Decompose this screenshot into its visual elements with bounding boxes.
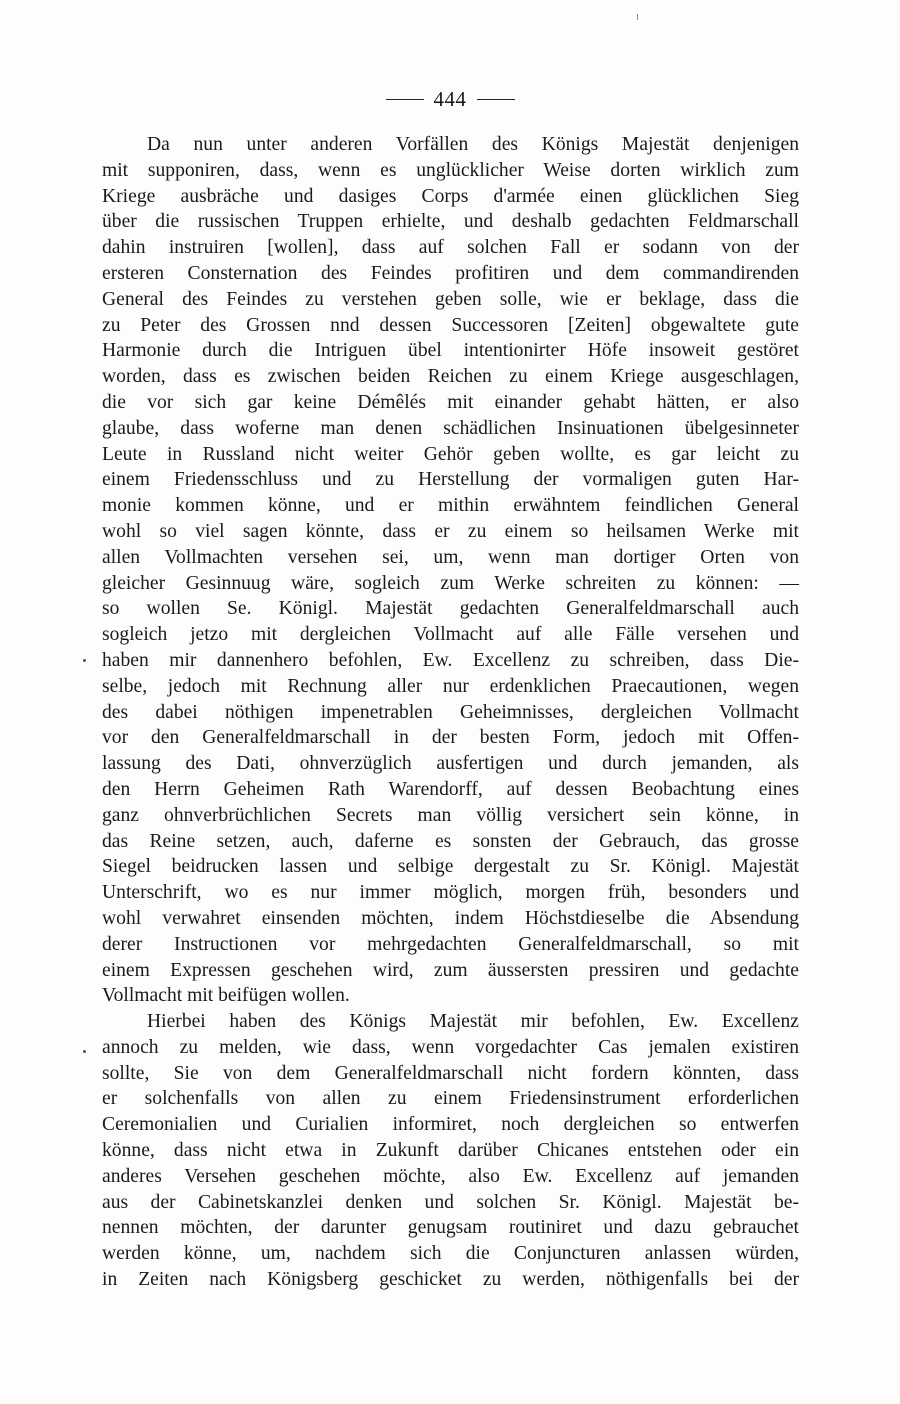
- text-line: des dabei nöthigen impenetrablen Geheimnisses, dergleichen Vollmacht: [102, 701, 799, 723]
- text-line: den Herrn Geheimen Rath Warendorff, auf dessen Beobachtung eines: [102, 778, 799, 800]
- text-line: ersteren Consternation des Feindes profitiren und dem commandirenden: [102, 262, 799, 284]
- text-line: gleicher Gesinnuug wäre, sogleich zum Werke schreiten zu können: —: [102, 572, 799, 594]
- text-line: so wollen Se. Königl. Majestät gedachten Generalfeldmarschall auch: [102, 598, 799, 620]
- text-line: er solchenfalls von allen zu einem Friedensinstrument erforderlichen: [102, 1088, 799, 1110]
- text-line: General des Feindes zu verstehen geben solle, wie er beklage, dass die: [102, 288, 799, 310]
- text-line: Hierbei haben des Königs Majestät mir befohlen, Ew. Excellenz: [147, 1011, 799, 1033]
- text-line: Harmonie durch die Intriguen übel intentionirter Höfe insoweit gestöret: [102, 340, 799, 362]
- text-line: glaube, dass woferne man denen schädlichen Insinuationen übelgesinneter: [102, 417, 799, 439]
- text-line: könne, dass nicht etwa in Zukunft darüber Chicanes entstehen oder ein: [102, 1140, 799, 1162]
- text-line: Ceremonialien und Curialien informiret, noch dergleichen so entwerfen: [102, 1114, 799, 1136]
- text-line: aus der Cabinetskanzlei denken und solchen Sr. Königl. Majestät be-: [102, 1191, 799, 1213]
- text-line: Leute in Russland nicht weiter Gehör geben wollte, es gar leicht zu: [102, 443, 799, 465]
- text-line: zu Peter des Grossen nnd dessen Successoren [Zeiten] obgewaltete gute: [102, 314, 799, 336]
- header-rule-right: [477, 99, 515, 100]
- scan-mark: [637, 14, 638, 20]
- text-line: einem Friedensschluss und zu Herstellung der vormaligen guten Har-: [102, 469, 799, 491]
- text-line: lassung des Dati, ohnverzüglich ausfertigen und durch jemanden, als: [102, 753, 799, 775]
- body-text: [102, 132, 799, 1293]
- text-line: ganz ohnverbrüchlichen Secrets man völlig versichert sein könne, in: [102, 804, 799, 826]
- text-line: mit supponiren, dass, wenn es unglücklicher Weise dorten wirklich zum: [102, 159, 799, 181]
- text-line: die vor sich gar keine Démêlés mit einander gehabt hätten, er also: [102, 391, 799, 413]
- text-line: Da nun unter anderen Vorfällen des Königs Majestät denjenigen: [147, 134, 799, 155]
- text-line: nennen möchten, der darunter genugsam routiniret und dazu gebrauchet: [102, 1217, 799, 1239]
- text-line: anderes Versehen geschehen möchte, also Ew. Excellenz auf jemanden: [102, 1165, 799, 1187]
- text-line: Unterschrift, wo es nur immer möglich, morgen früh, besonders und: [102, 882, 799, 904]
- text-line: Kriege ausbräche und dasiges Corps d'armée einen glücklichen Sieg: [102, 185, 799, 207]
- text-line: haben mir dannenhero befohlen, Ew. Excellenz zu schreiben, dass Die-: [102, 649, 799, 671]
- text-line: vor den Generalfeldmarschall in der besten Form, jedoch mit Offen-: [102, 727, 799, 749]
- page-header: [0, 86, 900, 112]
- margin-speck: [83, 1050, 86, 1053]
- paragraph: [102, 1009, 799, 1293]
- margin-speck: [83, 659, 86, 662]
- text-line: werden könne, um, nachdem sich die Conjuncturen anlassen würden,: [102, 1243, 799, 1265]
- text-line: worden, dass es zwischen beiden Reichen zu einem Kriege ausgeschlagen,: [102, 366, 799, 388]
- text-line: sogleich jetzo mit dergleichen Vollmacht auf alle Fälle versehen und: [102, 624, 799, 646]
- text-line: wohl so viel sagen könnte, dass er zu einem so heilsamen Werke mit: [102, 520, 799, 542]
- text-line: Vollmacht mit beifügen wollen.: [102, 985, 350, 1007]
- text-line: annoch zu melden, wie dass, wenn vorgedachter Cas jemalen existiren: [102, 1036, 799, 1058]
- text-line: Siegel beidrucken lassen und selbige dergestalt zu Sr. Königl. Majestät: [102, 856, 799, 878]
- text-line: einem Expressen geschehen wird, zum äussersten pressiren und gedachte: [102, 959, 799, 981]
- text-line: sollte, Sie von dem Generalfeldmarschall nicht fordern könnten, dass: [102, 1062, 799, 1084]
- text-line: in Zeiten nach Königsberg geschicket zu werden, nöthigenfalls bei der: [102, 1269, 799, 1291]
- text-line: das Reine setzen, auch, daferne es sonsten der Gebrauch, das grosse: [102, 830, 799, 852]
- page-number: 444: [433, 87, 467, 111]
- text-line: dahin instruiren [wollen], dass auf solchen Fall er sodann von der: [102, 237, 799, 259]
- text-line: allen Vollmachten versehen sei, um, wenn man dortiger Orten von: [102, 546, 799, 568]
- paragraph: [102, 132, 799, 1009]
- text-line: monie kommen könne, und er mithin erwähntem feindlichen General: [102, 495, 799, 517]
- text-line: über die russischen Truppen erhielte, und deshalb gedachten Feldmarschall: [102, 211, 799, 233]
- text-line: wohl verwahret einsenden möchten, indem Höchstdieselbe die Absendung: [102, 907, 799, 929]
- header-rule-left: [386, 99, 424, 100]
- text-line: derer Instructionen vor mehrgedachten Generalfeldmarschall, so mit: [102, 933, 799, 955]
- text-line: selbe, jedoch mit Rechnung aller nur erdenklichen Praecautionen, wegen: [102, 675, 799, 697]
